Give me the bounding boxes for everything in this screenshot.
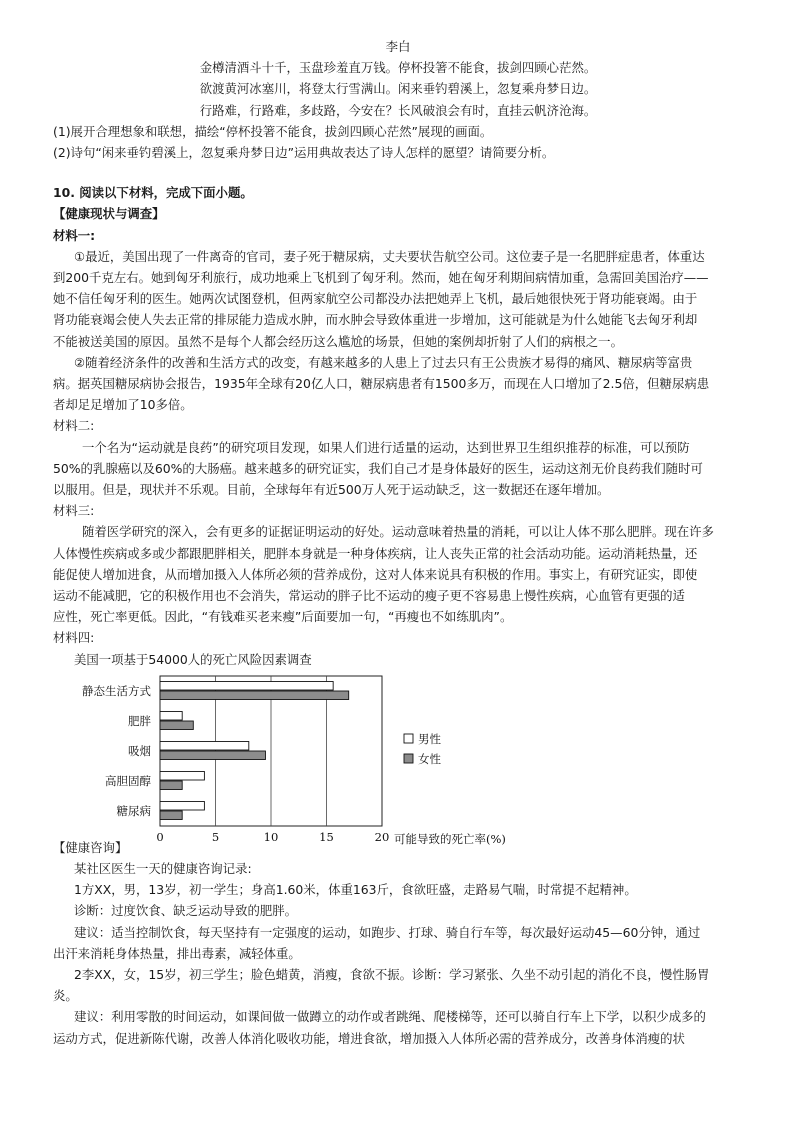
paragraph-line: 人体慢性疾病或多或少都跟肥胖相关，肥胖本身就是一种身体疾病，让人丧失正常的社会活动功能。运动消耗热量，还 [53, 545, 698, 561]
paragraph-line: 随着医学研究的深入，会有更多的证据证明运动的好处。运动意味着热量的消耗，可以让人体不那么肥胖。现在许多 [82, 524, 714, 540]
paragraph-line: 她不信任匈牙利的医生。她两次试图登机，但两家航空公司都没办法把她弄上飞机，最后她很快死于肾功能衰竭。由于 [53, 291, 698, 307]
paragraph-line: 肾功能衰竭会使人失去正常的排尿能力造成水肿，而水肿会导致体重进一步增加，这可能就是为什么她能飞去匈牙利却 [53, 312, 698, 328]
consult-line: 炎。 [53, 988, 78, 1004]
poem-line: 金樽清酒斗十千，玉盘珍羞直万钱。停杯投箸不能食，拔剑四顾心茫然。 [199, 60, 597, 76]
bar-male [160, 681, 333, 690]
poem-line: 行路难，行路难，多歧路，今安在？长风破浪会有时，直挂云帆济沧海。 [199, 102, 597, 118]
paragraph-line: 以服用。但是，现状并不乐观。目前，全球每年有近500万人死于运动缺乏，这一数据还在逐年增加。 [53, 482, 610, 498]
category-label: 静态生活方式 [82, 683, 151, 698]
bar-male [160, 741, 249, 750]
paragraph-line: 病。据英国糖尿病协会报告，1935年全球有20亿人口，糖尿病患者有1500多万，而现在人口增加了2.5倍，但糖尿病患 [53, 376, 710, 392]
category-label: 糖尿病 [116, 803, 151, 818]
question-1: (1)展开合理想象和联想，描绘“停杯投箸不能食，拔剑四顾心茫然”展现的画面。 [53, 123, 493, 139]
question-2: (2)诗句“闲来垂钓碧溪上，忽复乘舟梦日边”运用典故表达了诗人怎样的愿望？请简要分析。 [53, 145, 555, 161]
legend-swatch [404, 754, 413, 763]
material-label: 材料一: [53, 227, 96, 243]
category-label: 肥胖 [128, 713, 151, 728]
paragraph-line: 者却足足增加了10多倍。 [53, 397, 193, 413]
material-label: 材料四: [53, 630, 95, 646]
consult-line: 2李XX，女，15岁，初三学生；脸色蜡黄，消瘦，食欲不振。诊断：学习紧张、久坐不动引起的消化不良，慢性肠胃 [74, 966, 710, 982]
bar-male [160, 711, 182, 720]
x-axis-label: 可能导致的死亡率(%) [394, 831, 506, 846]
paragraph-line: 不能被送美国的原因。虽然不是每个人都会经历这么尴尬的场景，但她的案例却折射了人们的病根之一。 [53, 333, 623, 349]
x-tick-label: 0 [156, 829, 164, 844]
consult-line: 某社区医生一天的健康咨询记录: [74, 860, 252, 876]
x-tick-label: 10 [263, 829, 279, 844]
legend-label: 女性 [418, 751, 441, 766]
paragraph-line: 应性，死亡率更低。因此，“有钱难买老来瘦”后面要加一句，“再瘦也不如练肌肉”。 [53, 609, 513, 625]
x-tick-label: 15 [319, 829, 334, 844]
bar-chart [53, 671, 743, 846]
bar-female [160, 811, 182, 820]
paragraph-line: 到200千克左右。她到匈牙利旅行，成功地乘上飞机到了匈牙利。然而，她在匈牙利期间病情加重，急需回美国治疗—— [53, 270, 709, 286]
consult-line: 诊断：过度饮食、缺乏运动导致的肥胖。 [74, 903, 298, 919]
section-heading: 【健康现状与调查】 [53, 206, 165, 222]
chart-svg [53, 671, 743, 846]
material-label: 材料二: [53, 418, 95, 434]
poem-line: 欲渡黄河冰塞川，将登太行雪满山。闲来垂钓碧溪上，忽复乘舟梦日边。 [199, 81, 597, 97]
consult-line: 建议：适当控制饮食，每天坚持有一定强度的运动，如跑步、打球、骑自行车等，每次最好运动45—60分钟，通过 [74, 924, 701, 940]
bar-female [160, 751, 265, 760]
poem-author: 李白 [385, 39, 411, 54]
bar-male [160, 771, 204, 780]
category-label: 吸烟 [128, 743, 151, 758]
section-heading: 【健康咨询】 [53, 839, 128, 855]
paragraph-line: 能促使人增加进食，从而增加摄入人体所必须的营养成份，这对人体来说具有积极的作用。事实上，有研究证实，即使 [53, 566, 698, 582]
material-label: 材料三: [53, 503, 95, 519]
category-label: 高胆固醇 [105, 773, 151, 788]
legend-label: 男性 [418, 731, 441, 746]
consult-line: 运动方式，促进新陈代谢，改善人体消化吸收功能，增进食欲，增加摄入人体所必需的营养成分，改善身体消瘦的状 [53, 1030, 685, 1046]
bar-female [160, 691, 349, 700]
consult-line: 出汗来消耗身体热量，排出毒素，减轻体重。 [53, 945, 301, 961]
consult-line: 建议：利用零散的时间运动，如课间做一做蹲立的动作或者跳绳、爬楼梯等，还可以骑自行车上下学，以积少成多的 [74, 1009, 706, 1025]
consult-line: 1方XX，男，13岁，初一学生；身高1.60米，体重163斤，食欲旺盛，走路易气喘，时常提不起精神。 [74, 882, 637, 898]
paragraph-line: 50%的乳腺癌以及60%的大肠癌。越来越多的研究证实，我们自己才是身体最好的医生，运动这剂无价良药我们随时可 [53, 460, 703, 476]
paragraph-line: ①最近，美国出现了一件离奇的官司，妻子死于糖尿病，丈夫要状告航空公司。这位妻子是一名肥胖症患者，体重达 [74, 248, 705, 264]
legend-swatch [404, 734, 413, 743]
x-tick-label: 5 [211, 829, 220, 844]
bar-female [160, 721, 193, 730]
document-page [53, 36, 743, 1049]
paragraph-line: 一个名为“运动就是良药”的研究项目发现，如果人们进行适量的运动，达到世界卫生组织推荐的标准，可以预防 [82, 439, 690, 455]
question-10-title: 10. 阅读以下材料，完成下面小题。 [53, 185, 253, 201]
bar-female [160, 781, 182, 790]
paragraph-line: ②随着经济条件的改善和生活方式的改变，有越来越多的人患上了过去只有王公贵族才易得的痛风、糖尿病等富贵 [74, 354, 693, 370]
paragraph-line: 运动不能减肥，它的积极作用也不会消失，常运动的胖子比不运动的瘦子更不容易患上慢性疾病，心血管有更强的适 [53, 588, 685, 604]
chart-title: 美国一项基于54000人的死亡风险因素调查 [74, 651, 312, 667]
x-tick-label: 20 [374, 829, 390, 844]
bar-male [160, 801, 204, 810]
